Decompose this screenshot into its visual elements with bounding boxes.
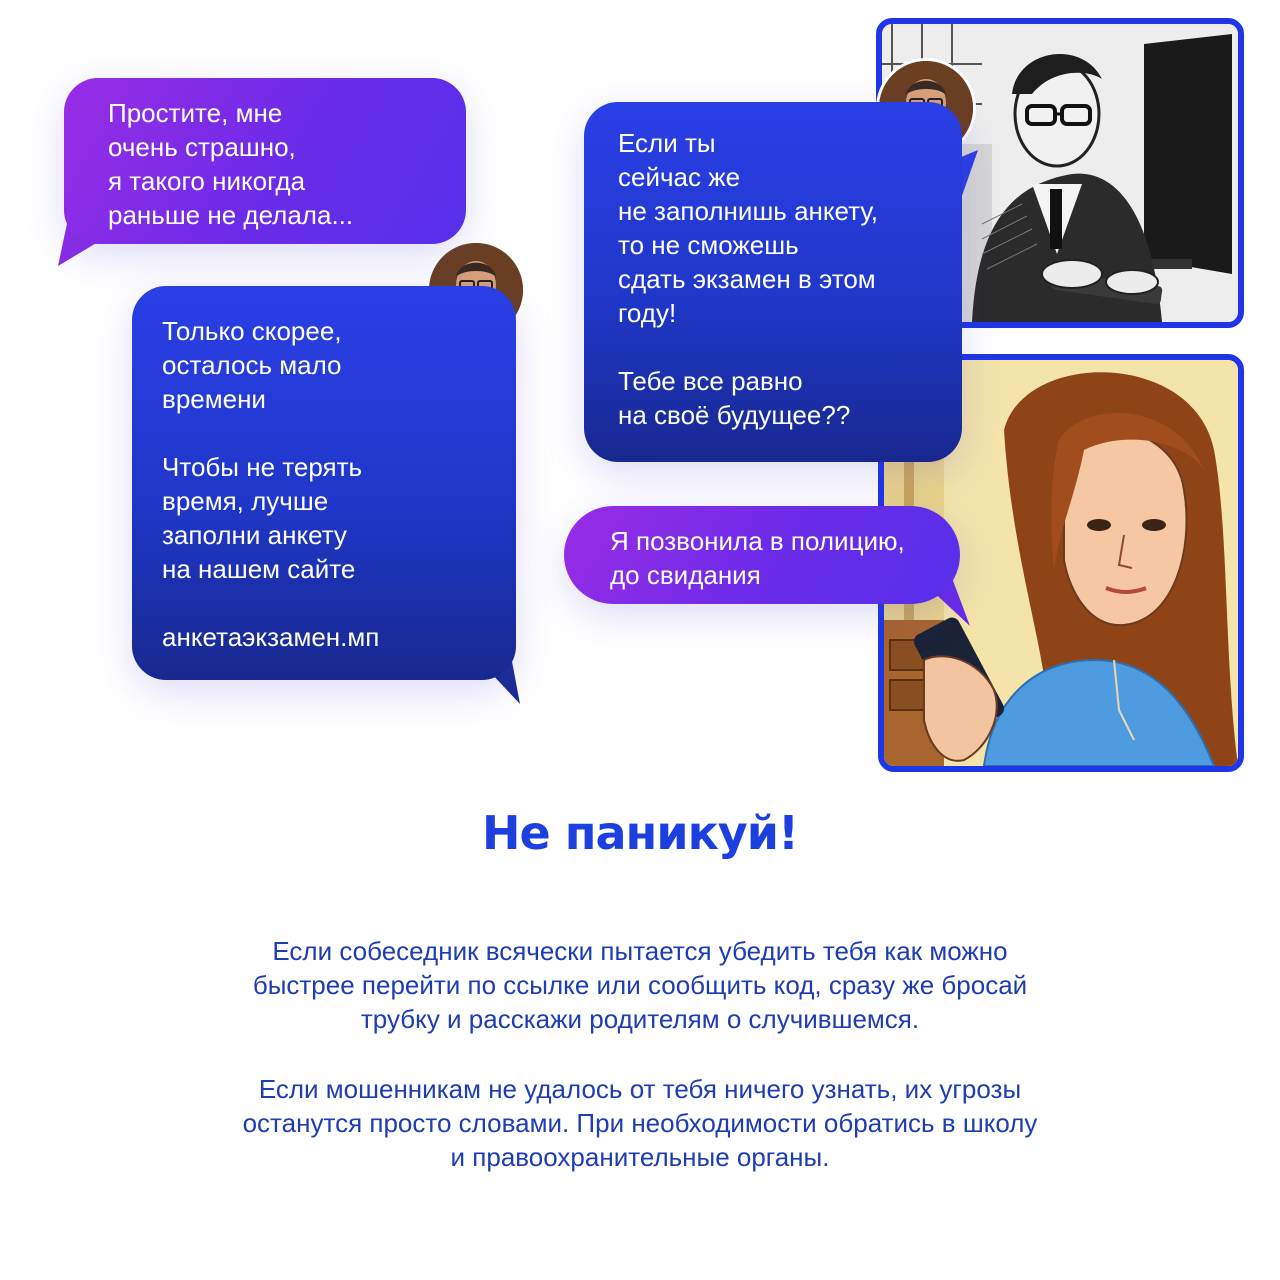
message-line: время, лучше: [162, 486, 329, 516]
message-line: году!: [618, 298, 677, 328]
page-title: Не паникуй!: [482, 806, 798, 860]
advice-line: Если собеседник всячески пытается убедить тебя как можно: [272, 936, 1008, 966]
message-line: очень страшно,: [108, 132, 296, 162]
advice-paragraph-2: [0, 1072, 1280, 1174]
message-line: Чтобы не терять: [162, 452, 363, 482]
message-line: я такого никогда: [108, 166, 306, 196]
message-line: Тебе все равно: [618, 366, 803, 396]
message-line: Если ты: [618, 128, 716, 158]
message-line: то не сможешь: [618, 230, 799, 260]
victim-message-1: [64, 78, 466, 244]
advice-line: и правоохранительные органы.: [450, 1142, 830, 1172]
message-line: Я позвонила в полицию,: [610, 526, 905, 556]
advice-paragraph-1: [0, 934, 1280, 1036]
message-line: раньше не делала...: [108, 200, 354, 230]
advice-line: трубку и расскажи родителям о случившемся.: [360, 1004, 920, 1034]
message-line: на нашем сайте: [162, 554, 356, 584]
message-line: на своё будущее??: [618, 400, 851, 430]
fake-site-link-text: анкетаэкзамен.мп: [162, 622, 380, 652]
advice-line: быстрее перейти по ссылке или сообщить код, сразу же бросай: [252, 970, 1028, 1000]
message-line: сдать экзамен в этом: [618, 264, 876, 294]
advice-line: Если мошенникам не удалось от тебя ничего узнать, их угрозы: [258, 1074, 1022, 1104]
message-line: сейчас же: [618, 162, 741, 192]
victim-message-2: [564, 506, 960, 604]
message-line: Простите, мне: [108, 98, 283, 128]
message-line: осталось мало: [162, 350, 342, 380]
scammer-message-1: [132, 286, 516, 680]
message-line: заполни анкету: [162, 520, 347, 550]
message-line: не заполнишь анкету,: [618, 196, 878, 226]
message-line: до свидания: [610, 560, 761, 590]
message-line: времени: [162, 384, 266, 414]
advice-line: останутся просто словами. При необходимости обратись в школу: [242, 1108, 1038, 1138]
scammer-message-2: [584, 102, 962, 462]
message-line: Только скорее,: [162, 316, 342, 346]
